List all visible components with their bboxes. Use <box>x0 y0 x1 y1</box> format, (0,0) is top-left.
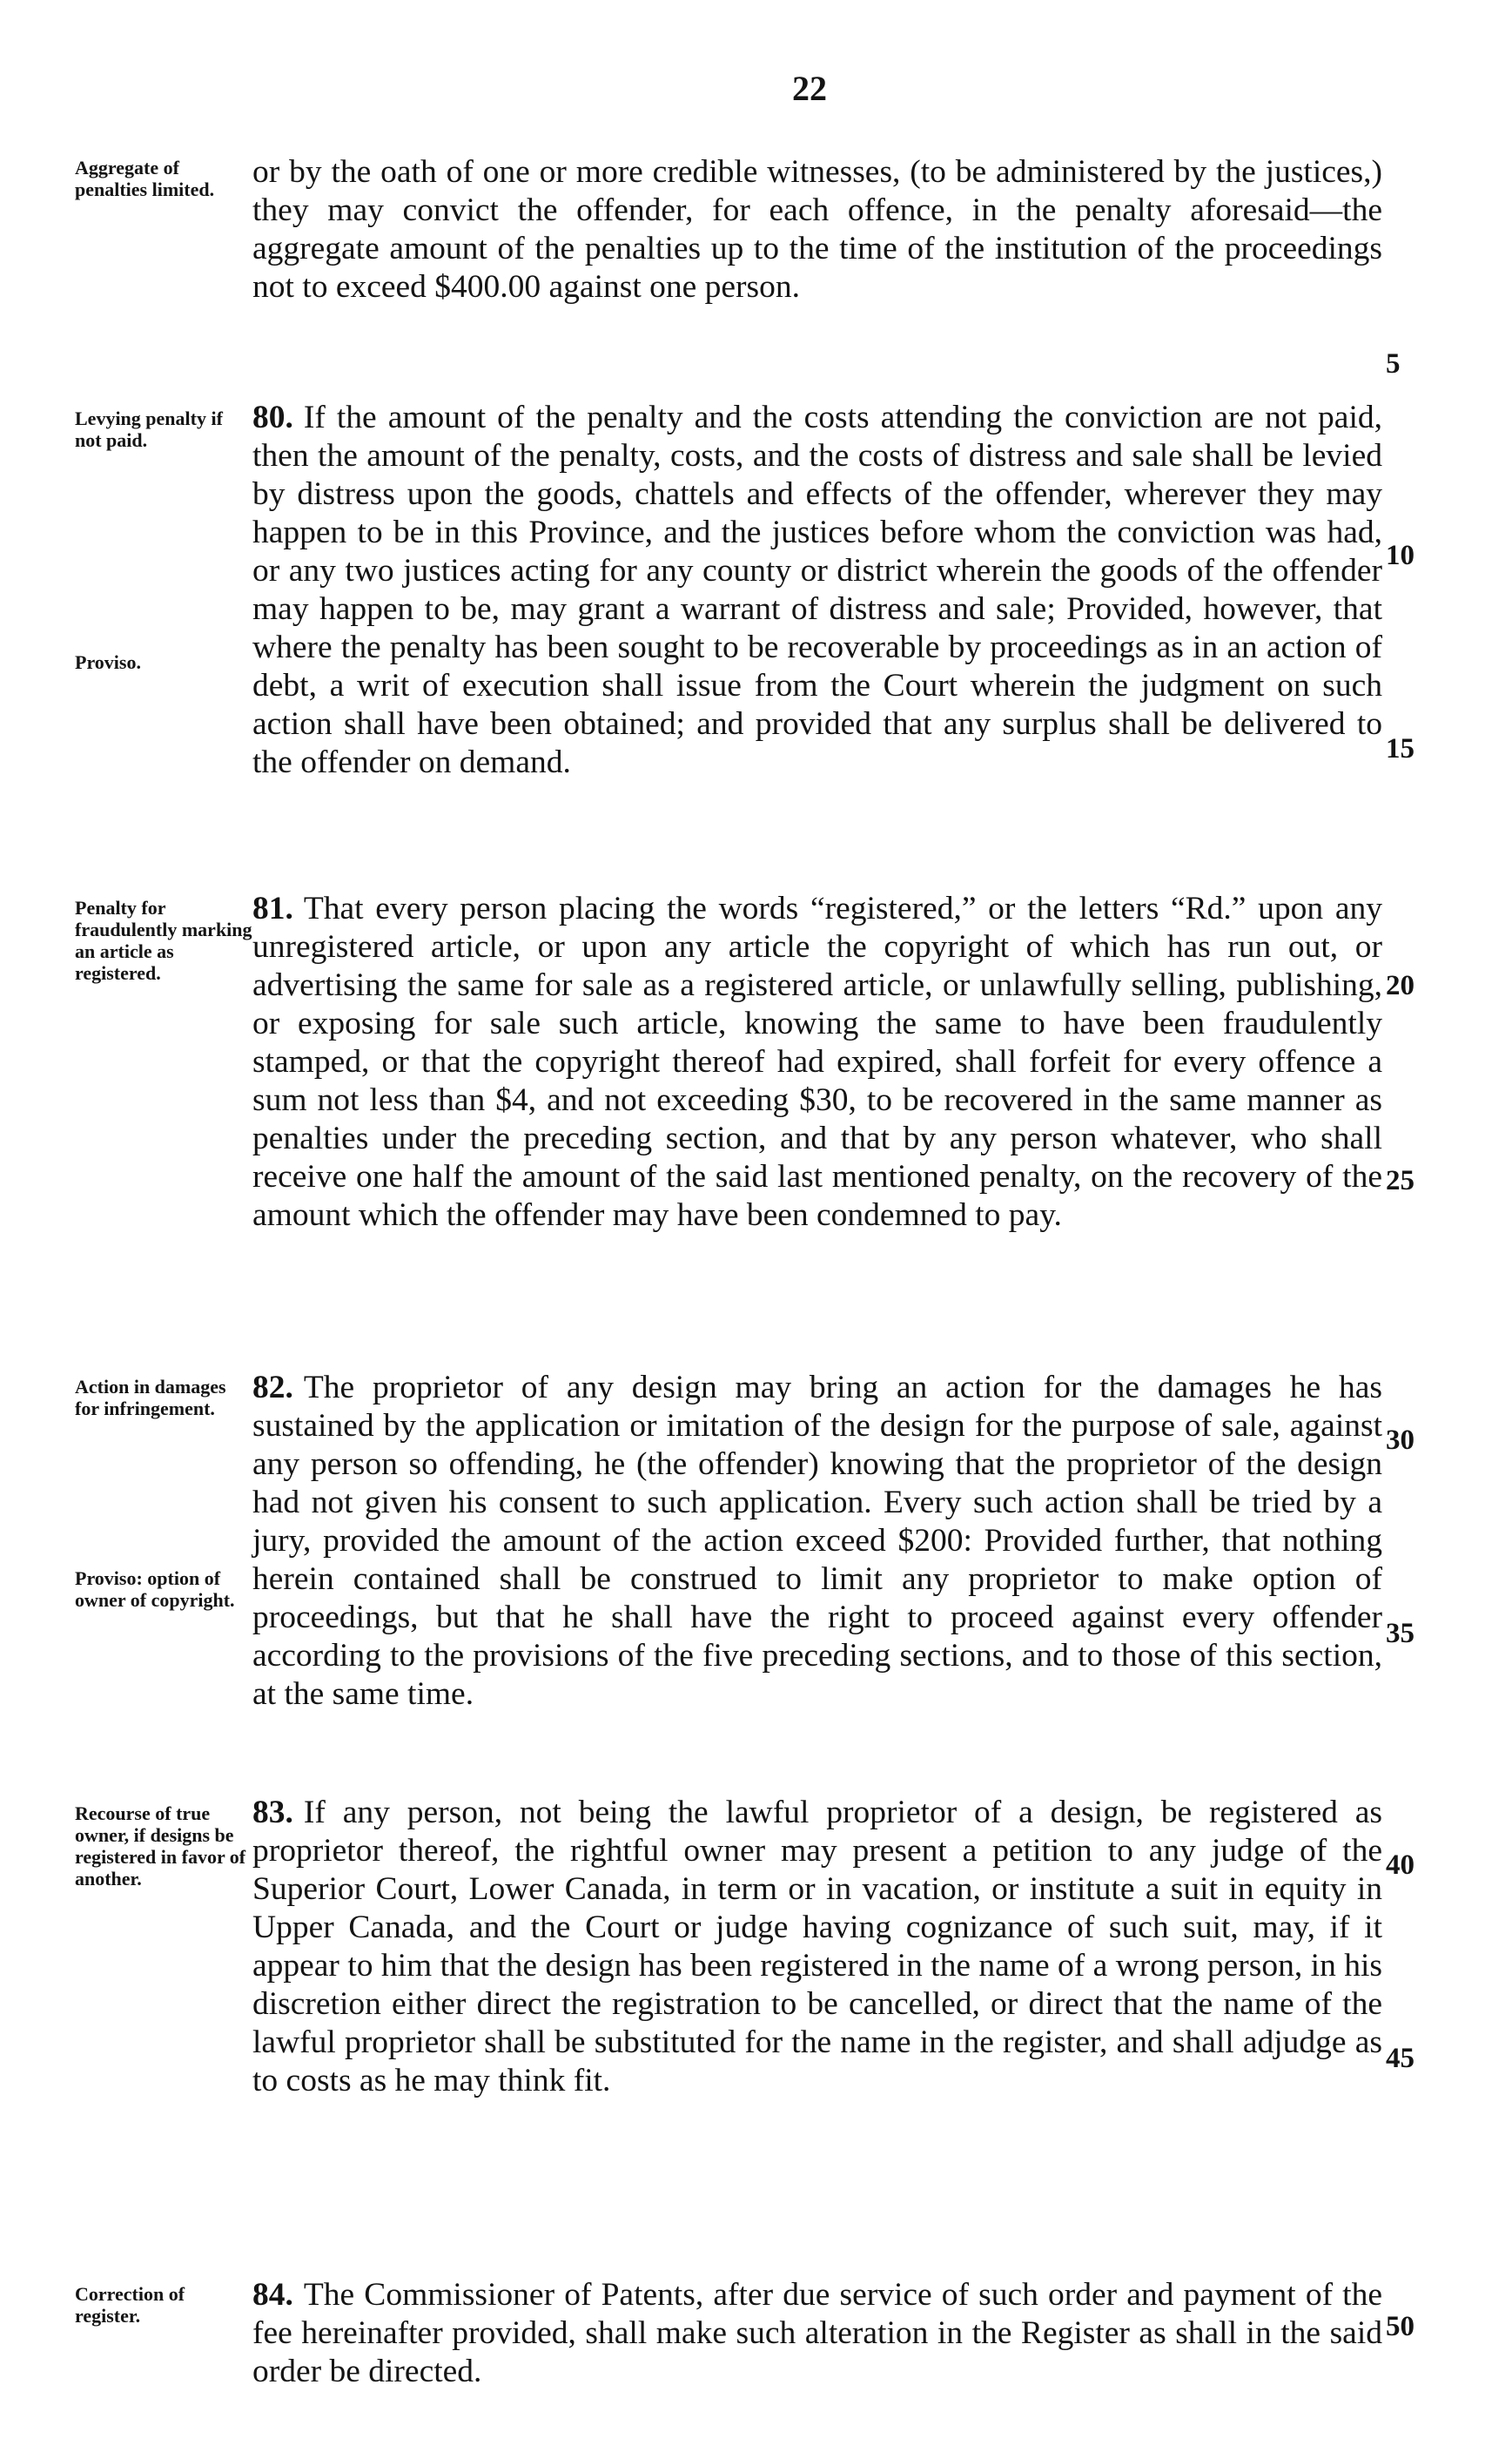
margin-note-aggregate: Aggregate of penalties limited. <box>75 157 215 200</box>
line-number: 10 <box>1386 540 1415 571</box>
margin-note-levying: Levying penalty if not paid. <box>75 408 223 451</box>
line-number: 30 <box>1386 1425 1415 1456</box>
margin-note-recourse: Recourse of true owner, if designs be registered in favor of another. <box>75 1802 246 1890</box>
line-number: 15 <box>1386 733 1415 765</box>
section-83 <box>252 1794 1382 2100</box>
section-84 <box>252 2276 1382 2391</box>
section-text: That every person placing the words “registered,” or the letters “Rd.” upon any unregistered article, or upon any article the copyright of which has run out, or advertising the same for sale as a registered article, or unlawfully selling, publishing, or exposing for sale such article, knowing the same to have been fraudulently stamped, or that the copyright thereof had expired, shall forfeit for every offence a sum not less than $4, and not exceeding $30, to be recovered in the same manner as penalties under the preceding section, and that by any person whatever, who shall receive one half the amount of the said last mentioned penalty, on the recovery of the amount which the offender may have been condemned to pay. <box>252 891 1382 1233</box>
section-text: If the amount of the penalty and the costs attending the conviction are not paid, then the amount of the penalty, costs, and the costs of distress and sale shall be levied by distress upon the goods, chattels and effects of the offender, wherever they may happen to be in this Province, and the justices before whom the conviction was had, or any two justices acting for any county or district wherein the goods of the offender may happen to be, may grant a warrant of distress and sale; Provided, however, that where the penalty has been sought to be recoverable by proceedings as in an action of debt, a writ of execution shall issue from the Court wherein the judgment on such action shall have been obtained; and provided that any surplus shall be delivered to the offender on demand. <box>252 400 1382 780</box>
section-text: The Commissioner of Patents, after due service of such order and payment of the fee hereinafter provided, shall make such alteration in the Register as shall in the said order be directed. <box>252 2277 1382 2389</box>
line-number: 45 <box>1386 2043 1415 2074</box>
section-text: The proprietor of any design may bring an action for the damages he has sustained by the application or imitation of the design for the purpose of sale, against any person so offending, he (the offender) knowing that the proprietor of the design had not given his consent to such application. Every such action shall be tried by a jury, provided the amount of the action exceed $200: Provided further, that nothing herein contained shall be construed to limit any proprietor to make option of proceedings, but that he shall have the right to proceed against every offender according to the provisions of the five preceding sections, and to those of this section, at the same time. <box>252 1370 1382 1712</box>
section-81 <box>252 890 1382 1235</box>
section-number: 84. <box>252 2277 293 2313</box>
section-text: or by the oath of one or more credible witnesses, (to be administered by the justices,) they may convict the offender, for each offence, in the penalty aforesaid—the aggregate amount of the penalties up to the time of the institution of the proceedings not to exceed $400.00 against one person. <box>252 154 1382 305</box>
section-number: 82. <box>252 1370 293 1405</box>
section-continuation <box>252 153 1382 306</box>
margin-note-proviso: Proviso. <box>75 651 141 673</box>
line-number: 5 <box>1386 348 1401 380</box>
margin-note-correction: Correction of register. <box>75 2283 185 2327</box>
margin-note-penalty: Penalty for fraudulently marking an article as registered. <box>75 897 252 984</box>
section-82 <box>252 1369 1382 1714</box>
page-number: 22 <box>792 69 827 108</box>
margin-note-proviso-option: Proviso: option of owner of copyright. <box>75 1567 235 1611</box>
line-number: 25 <box>1386 1165 1415 1196</box>
line-number: 20 <box>1386 970 1415 1001</box>
margin-note-action: Action in damages for infringement. <box>75 1376 226 1419</box>
section-number: 83. <box>252 1795 293 1830</box>
section-80 <box>252 399 1382 782</box>
section-number: 80. <box>252 400 293 435</box>
line-number: 40 <box>1386 1849 1415 1881</box>
line-number: 35 <box>1386 1618 1415 1649</box>
line-number: 50 <box>1386 2311 1415 2342</box>
section-number: 81. <box>252 891 293 926</box>
section-text: If any person, not being the lawful proprietor of a design, be registered as proprietor thereof, the rightful owner may present a petition to any judge of the Superior Court, Lower Canada, in term or in vacation, or institute a suit in equity in Upper Canada, and the Court or judge having cognizance of such suit, may, if it appear to him that the design has been registered in the name of a wrong person, in his discretion either direct the registration to be cancelled, or direct that the name of the lawful proprietor shall be substituted for the name in the register, and shall adjudge as to costs as he may think fit. <box>252 1795 1382 2098</box>
